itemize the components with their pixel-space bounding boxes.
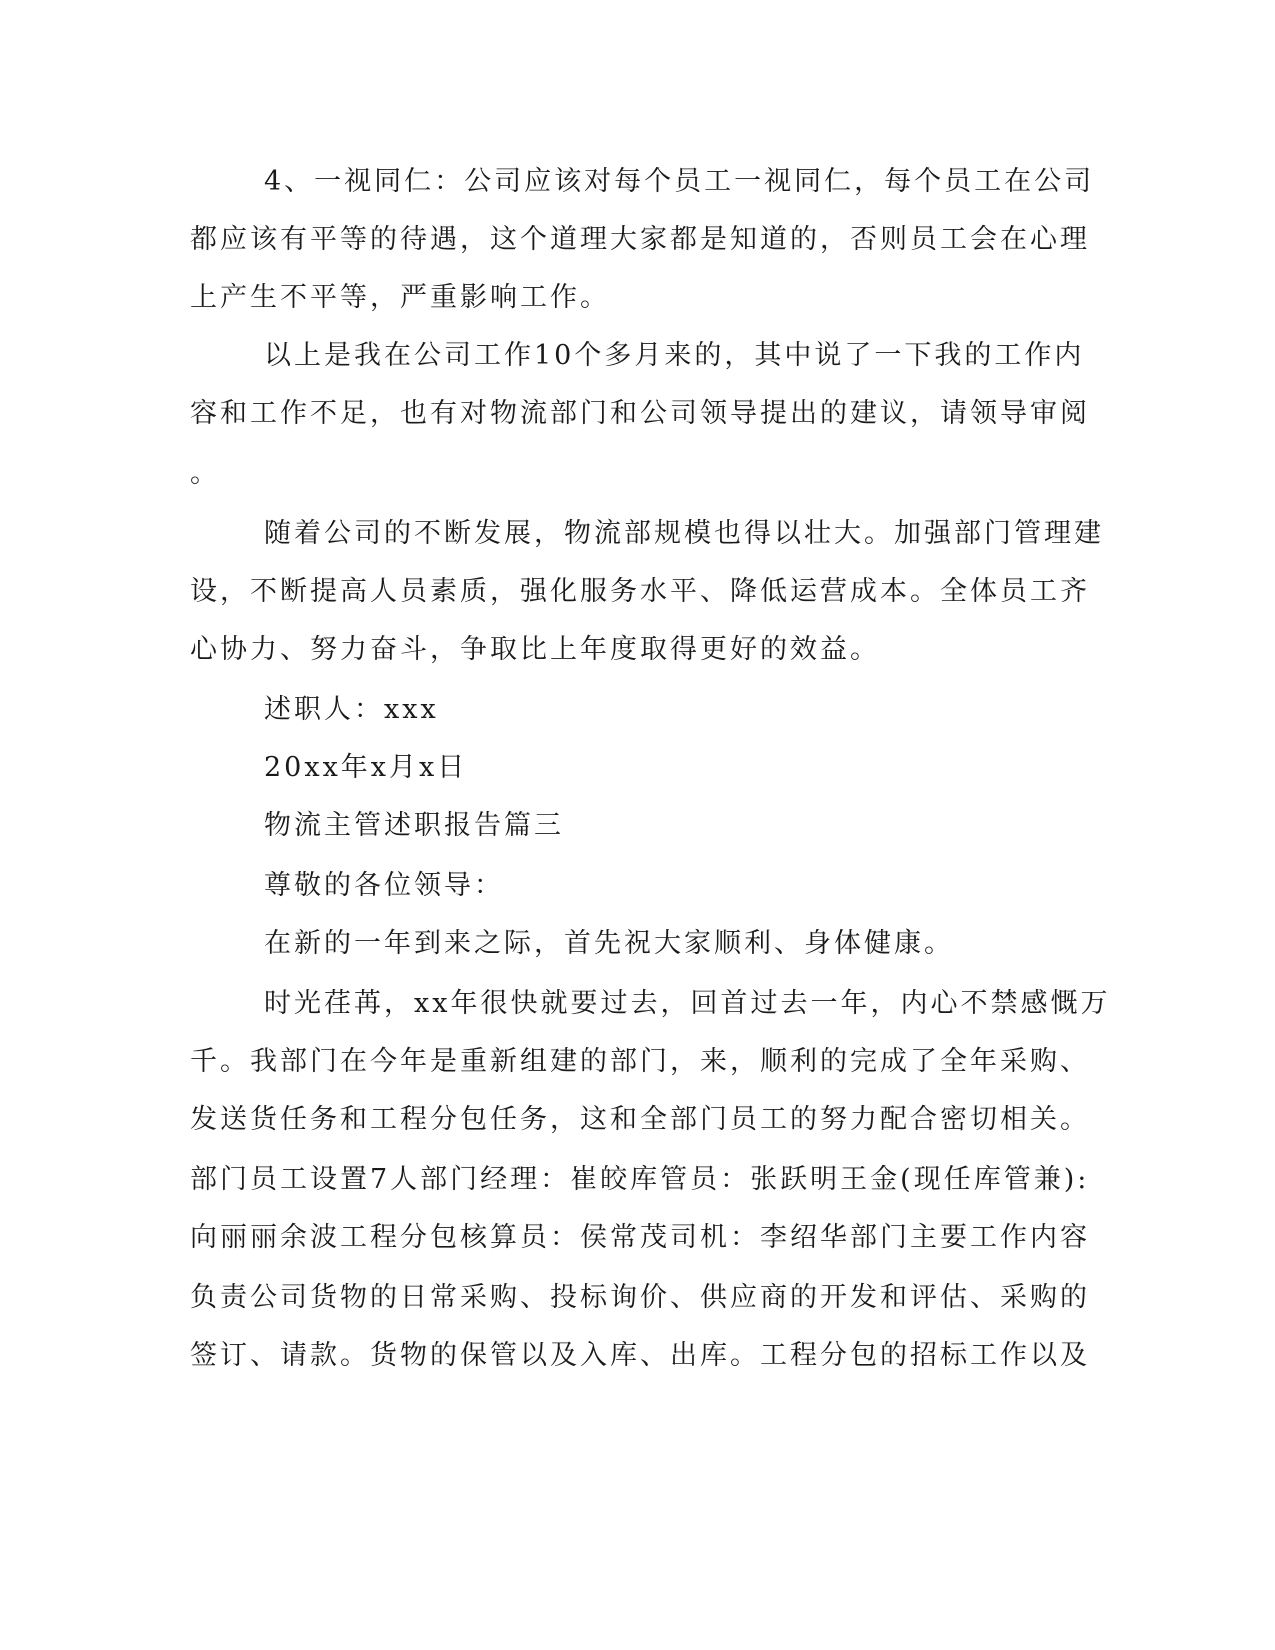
paragraph-line: 以上是我在公司工作10个多月来的，其中说了一下我的工作内	[264, 340, 1085, 371]
paragraph-line: 发送货任务和工程分包任务，这和全部门员工的努力配合密切相关。	[190, 1104, 1090, 1135]
paragraph-line: 随着公司的不断发展，物流部规模也得以壮大。加强部门管理建	[264, 518, 1104, 549]
paragraph-line: 。	[190, 458, 220, 489]
paragraph-line: 容和工作不足，也有对物流部门和公司领导提出的建议，请领导审阅	[190, 398, 1090, 429]
paragraph-line: 时光荏苒，xx年很快就要过去，回首过去一年，内心不禁感慨万	[264, 988, 1111, 1019]
paragraph-line: 部门员工设置7人部门经理：崔皎库管员：张跃明王金(现任库管兼):	[190, 1164, 1090, 1195]
paragraph-line: 设，不断提高人员素质，强化服务水平、降低运营成本。全体员工齐	[190, 576, 1090, 607]
paragraph-line: 上产生不平等，严重影响工作。	[190, 282, 610, 313]
paragraph-line: 心协力、努力奋斗，争取比上年度取得更好的效益。	[190, 634, 880, 665]
paragraph-line: 4、一视同仁：公司应该对每个员工一视同仁，每个员工在公司	[264, 166, 1095, 197]
paragraph-line: 负责公司货物的日常采购、投标询价、供应商的开发和评估、采购的	[190, 1282, 1090, 1313]
paragraph-line: 签订、请款。货物的保管以及入库、出库。工程分包的招标工作以及	[190, 1340, 1090, 1371]
date-line: 20xx年x月x日	[264, 752, 468, 783]
section-title: 物流主管述职报告篇三	[264, 810, 564, 841]
paragraph-line: 都应该有平等的待遇，这个道理大家都是知道的，否则员工会在心理	[190, 224, 1090, 255]
signature-line: 述职人：xxx	[264, 694, 439, 725]
paragraph-line: 在新的一年到来之际，首先祝大家顺利、身体健康。	[264, 928, 954, 959]
paragraph-line: 向丽丽余波工程分包核算员：侯常茂司机：李绍华部门主要工作内容	[190, 1222, 1090, 1253]
salutation-line: 尊敬的各位领导：	[264, 870, 504, 901]
paragraph-line: 千。我部门在今年是重新组建的部门，来，顺利的完成了全年采购、	[190, 1046, 1090, 1077]
